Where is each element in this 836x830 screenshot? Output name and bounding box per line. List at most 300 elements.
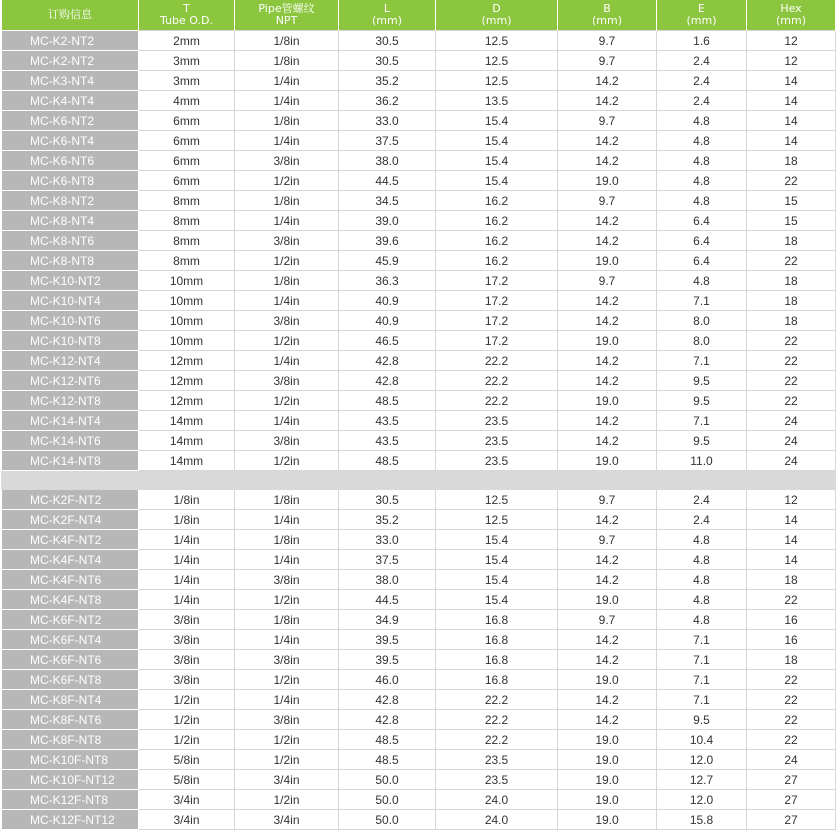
pipe-thread-cell: 1/8in: [235, 610, 339, 630]
tube-od-cell: 5/8in: [139, 750, 235, 770]
model-cell: MC-K2F-NT2: [2, 490, 139, 510]
b-cell: 19.0: [558, 770, 657, 790]
table-row: [2, 191, 836, 211]
hex-cell: 22: [747, 251, 836, 271]
table-row: [2, 291, 836, 311]
b-cell: 14.2: [558, 91, 657, 111]
d-cell: 24.0: [436, 790, 558, 810]
hex-cell: 16: [747, 630, 836, 650]
b-cell: 14.2: [558, 510, 657, 530]
l-cell: 50.0: [339, 790, 436, 810]
tube-od-cell: 14mm: [139, 451, 235, 471]
d-cell: 12.5: [436, 510, 558, 530]
d-cell: 12.5: [436, 31, 558, 51]
table-row: [2, 510, 836, 530]
header-hex: Hex (mm): [747, 0, 836, 31]
l-cell: 43.5: [339, 411, 436, 431]
tube-od-cell: 6mm: [139, 131, 235, 151]
model-cell: MC-K8-NT8: [2, 251, 139, 271]
tube-od-cell: 1/2in: [139, 730, 235, 750]
table-row: [2, 71, 836, 91]
table-row: [2, 650, 836, 670]
tube-od-cell: 3/4in: [139, 810, 235, 830]
header-tube-od: T Tube O.D.: [139, 0, 235, 31]
e-cell: 4.8: [657, 590, 747, 610]
model-cell: MC-K12F-NT12: [2, 810, 139, 830]
l-cell: 37.5: [339, 131, 436, 151]
model-cell: MC-K10-NT2: [2, 271, 139, 291]
model-cell: MC-K4-NT4: [2, 91, 139, 111]
table-row: [2, 171, 836, 191]
e-cell: 7.1: [657, 411, 747, 431]
e-cell: 4.8: [657, 151, 747, 171]
e-cell: 6.4: [657, 231, 747, 251]
model-cell: MC-K12-NT6: [2, 371, 139, 391]
tube-od-cell: 14mm: [139, 431, 235, 451]
l-cell: 30.5: [339, 31, 436, 51]
e-cell: 9.5: [657, 710, 747, 730]
pipe-thread-cell: 3/8in: [235, 570, 339, 590]
e-cell: 15.8: [657, 810, 747, 830]
table-row: [2, 331, 836, 351]
pipe-thread-cell: 1/2in: [235, 251, 339, 271]
table-row: [2, 371, 836, 391]
tube-od-cell: 8mm: [139, 191, 235, 211]
tube-od-cell: 10mm: [139, 311, 235, 331]
pipe-thread-cell: 1/4in: [235, 91, 339, 111]
d-cell: 17.2: [436, 331, 558, 351]
model-cell: MC-K8-NT2: [2, 191, 139, 211]
hex-cell: 27: [747, 810, 836, 830]
b-cell: 14.2: [558, 351, 657, 371]
tube-od-cell: 6mm: [139, 111, 235, 131]
table-row: [2, 690, 836, 710]
model-cell: MC-K6-NT4: [2, 131, 139, 151]
d-cell: 16.2: [436, 191, 558, 211]
pipe-thread-cell: 1/4in: [235, 211, 339, 231]
pipe-thread-cell: 1/8in: [235, 111, 339, 131]
hex-cell: 18: [747, 151, 836, 171]
hex-cell: 18: [747, 231, 836, 251]
header-row: [2, 0, 836, 31]
l-cell: 39.6: [339, 231, 436, 251]
table-row: [2, 271, 836, 291]
pipe-thread-cell: 1/2in: [235, 331, 339, 351]
pipe-thread-cell: 1/2in: [235, 590, 339, 610]
model-cell: MC-K14-NT4: [2, 411, 139, 431]
tube-od-cell: 3/8in: [139, 610, 235, 630]
e-cell: 2.4: [657, 51, 747, 71]
e-cell: 4.8: [657, 111, 747, 131]
b-cell: 14.2: [558, 650, 657, 670]
e-cell: 7.1: [657, 690, 747, 710]
b-cell: 9.7: [558, 51, 657, 71]
model-cell: MC-K8-NT4: [2, 211, 139, 231]
b-cell: 14.2: [558, 131, 657, 151]
hex-cell: 18: [747, 570, 836, 590]
tube-od-cell: 3/8in: [139, 670, 235, 690]
e-cell: 4.8: [657, 131, 747, 151]
tube-od-cell: 3mm: [139, 71, 235, 91]
pipe-thread-cell: 1/2in: [235, 790, 339, 810]
e-cell: 4.8: [657, 550, 747, 570]
b-cell: 14.2: [558, 690, 657, 710]
l-cell: 38.0: [339, 151, 436, 171]
d-cell: 23.5: [436, 750, 558, 770]
tube-od-cell: 4mm: [139, 91, 235, 111]
model-cell: MC-K2-NT2: [2, 51, 139, 71]
table-row: [2, 590, 836, 610]
tube-od-cell: 3/4in: [139, 790, 235, 810]
model-cell: MC-K8F-NT6: [2, 710, 139, 730]
b-cell: 14.2: [558, 71, 657, 91]
l-cell: 48.5: [339, 750, 436, 770]
b-cell: 19.0: [558, 670, 657, 690]
e-cell: 10.4: [657, 730, 747, 750]
l-cell: 39.5: [339, 650, 436, 670]
model-cell: MC-K12F-NT8: [2, 790, 139, 810]
model-cell: MC-K8F-NT4: [2, 690, 139, 710]
e-cell: 4.8: [657, 171, 747, 191]
pipe-thread-cell: 1/4in: [235, 550, 339, 570]
e-cell: 2.4: [657, 490, 747, 510]
b-cell: 19.0: [558, 391, 657, 411]
hex-cell: 15: [747, 191, 836, 211]
tube-od-cell: 12mm: [139, 351, 235, 371]
b-cell: 19.0: [558, 251, 657, 271]
model-cell: MC-K2F-NT4: [2, 510, 139, 530]
d-cell: 15.4: [436, 570, 558, 590]
hex-cell: 16: [747, 610, 836, 630]
tube-od-cell: 5/8in: [139, 770, 235, 790]
model-cell: MC-K10-NT8: [2, 331, 139, 351]
b-cell: 9.7: [558, 271, 657, 291]
d-cell: 16.8: [436, 630, 558, 650]
table-row: [2, 51, 836, 71]
pipe-thread-cell: 1/4in: [235, 351, 339, 371]
d-cell: 15.4: [436, 590, 558, 610]
e-cell: 2.4: [657, 91, 747, 111]
hex-cell: 27: [747, 790, 836, 810]
header-l: L (mm): [339, 0, 436, 31]
d-cell: 24.0: [436, 810, 558, 830]
e-cell: 7.1: [657, 630, 747, 650]
d-cell: 22.2: [436, 371, 558, 391]
pipe-thread-cell: 1/4in: [235, 71, 339, 91]
l-cell: 39.5: [339, 630, 436, 650]
pipe-thread-cell: 1/4in: [235, 690, 339, 710]
b-cell: 14.2: [558, 211, 657, 231]
table-row: [2, 730, 836, 750]
d-cell: 12.5: [436, 71, 558, 91]
l-cell: 35.2: [339, 71, 436, 91]
d-cell: 12.5: [436, 490, 558, 510]
l-cell: 45.9: [339, 251, 436, 271]
hex-cell: 14: [747, 91, 836, 111]
e-cell: 7.1: [657, 351, 747, 371]
pipe-thread-cell: 1/2in: [235, 750, 339, 770]
pipe-thread-cell: 1/4in: [235, 291, 339, 311]
l-cell: 37.5: [339, 550, 436, 570]
model-cell: MC-K4F-NT6: [2, 570, 139, 590]
l-cell: 33.0: [339, 111, 436, 131]
l-cell: 30.5: [339, 51, 436, 71]
pipe-thread-cell: 1/4in: [235, 131, 339, 151]
pipe-thread-cell: 1/4in: [235, 411, 339, 431]
l-cell: 34.5: [339, 191, 436, 211]
tube-od-cell: 8mm: [139, 211, 235, 231]
hex-cell: 24: [747, 451, 836, 471]
d-cell: 22.2: [436, 730, 558, 750]
d-cell: 16.8: [436, 670, 558, 690]
model-cell: MC-K4F-NT2: [2, 530, 139, 550]
specification-table: [1, 0, 836, 830]
pipe-thread-cell: 3/8in: [235, 650, 339, 670]
e-cell: 9.5: [657, 371, 747, 391]
hex-cell: 14: [747, 510, 836, 530]
pipe-thread-cell: 1/2in: [235, 451, 339, 471]
tube-od-cell: 10mm: [139, 271, 235, 291]
pipe-thread-cell: 1/2in: [235, 670, 339, 690]
l-cell: 42.8: [339, 371, 436, 391]
pipe-thread-cell: 1/4in: [235, 630, 339, 650]
b-cell: 14.2: [558, 311, 657, 331]
pipe-thread-cell: 3/8in: [235, 371, 339, 391]
pipe-thread-cell: 1/8in: [235, 490, 339, 510]
l-cell: 50.0: [339, 770, 436, 790]
tube-od-cell: 12mm: [139, 391, 235, 411]
table-row: [2, 351, 836, 371]
hex-cell: 22: [747, 371, 836, 391]
hex-cell: 18: [747, 311, 836, 331]
header-order-info: 订购信息: [2, 0, 139, 31]
model-cell: MC-K4F-NT4: [2, 550, 139, 570]
table-body: [2, 31, 836, 830]
table-row: [2, 391, 836, 411]
pipe-thread-cell: 1/8in: [235, 191, 339, 211]
tube-od-cell: 1/8in: [139, 510, 235, 530]
separator-cell: [2, 471, 836, 490]
e-cell: 8.0: [657, 311, 747, 331]
model-cell: MC-K10-NT6: [2, 311, 139, 331]
l-cell: 30.5: [339, 490, 436, 510]
l-cell: 46.0: [339, 670, 436, 690]
e-cell: 4.8: [657, 530, 747, 550]
table-row: [2, 31, 836, 51]
tube-od-cell: 6mm: [139, 171, 235, 191]
table-row: [2, 610, 836, 630]
b-cell: 14.2: [558, 710, 657, 730]
l-cell: 34.9: [339, 610, 436, 630]
e-cell: 7.1: [657, 670, 747, 690]
l-cell: 42.8: [339, 351, 436, 371]
l-cell: 44.5: [339, 590, 436, 610]
tube-od-cell: 3mm: [139, 51, 235, 71]
d-cell: 23.5: [436, 431, 558, 451]
hex-cell: 22: [747, 710, 836, 730]
pipe-thread-cell: 1/2in: [235, 171, 339, 191]
b-cell: 9.7: [558, 191, 657, 211]
tube-od-cell: 8mm: [139, 251, 235, 271]
b-cell: 14.2: [558, 550, 657, 570]
hex-cell: 18: [747, 271, 836, 291]
model-cell: MC-K6F-NT4: [2, 630, 139, 650]
b-cell: 19.0: [558, 810, 657, 830]
table-row: [2, 670, 836, 690]
hex-cell: 22: [747, 351, 836, 371]
pipe-thread-cell: 3/8in: [235, 431, 339, 451]
tube-od-cell: 10mm: [139, 331, 235, 351]
d-cell: 16.2: [436, 231, 558, 251]
e-cell: 4.8: [657, 271, 747, 291]
d-cell: 23.5: [436, 451, 558, 471]
model-cell: MC-K4F-NT8: [2, 590, 139, 610]
model-cell: MC-K14-NT6: [2, 431, 139, 451]
e-cell: 12.0: [657, 750, 747, 770]
b-cell: 14.2: [558, 231, 657, 251]
b-cell: 9.7: [558, 610, 657, 630]
d-cell: 17.2: [436, 291, 558, 311]
header-d: D (mm): [436, 0, 558, 31]
tube-od-cell: 1/4in: [139, 530, 235, 550]
l-cell: 36.2: [339, 91, 436, 111]
d-cell: 15.4: [436, 530, 558, 550]
model-cell: MC-K6F-NT2: [2, 610, 139, 630]
d-cell: 17.2: [436, 311, 558, 331]
b-cell: 9.7: [558, 111, 657, 131]
model-cell: MC-K6F-NT6: [2, 650, 139, 670]
d-cell: 22.2: [436, 690, 558, 710]
e-cell: 4.8: [657, 191, 747, 211]
d-cell: 15.4: [436, 171, 558, 191]
pipe-thread-cell: 1/8in: [235, 271, 339, 291]
l-cell: 46.5: [339, 331, 436, 351]
model-cell: MC-K6-NT8: [2, 171, 139, 191]
e-cell: 4.8: [657, 610, 747, 630]
b-cell: 19.0: [558, 171, 657, 191]
b-cell: 9.7: [558, 490, 657, 510]
hex-cell: 12: [747, 51, 836, 71]
table-row: [2, 550, 836, 570]
l-cell: 43.5: [339, 431, 436, 451]
l-cell: 44.5: [339, 171, 436, 191]
l-cell: 48.5: [339, 730, 436, 750]
table-row: [2, 131, 836, 151]
hex-cell: 24: [747, 411, 836, 431]
l-cell: 36.3: [339, 271, 436, 291]
b-cell: 9.7: [558, 530, 657, 550]
b-cell: 19.0: [558, 331, 657, 351]
d-cell: 16.2: [436, 251, 558, 271]
d-cell: 23.5: [436, 411, 558, 431]
d-cell: 23.5: [436, 770, 558, 790]
hex-cell: 18: [747, 291, 836, 311]
tube-od-cell: 1/4in: [139, 550, 235, 570]
model-cell: MC-K6-NT6: [2, 151, 139, 171]
pipe-thread-cell: 1/8in: [235, 51, 339, 71]
l-cell: 39.0: [339, 211, 436, 231]
pipe-thread-cell: 3/4in: [235, 810, 339, 830]
e-cell: 6.4: [657, 251, 747, 271]
tube-od-cell: 6mm: [139, 151, 235, 171]
tube-od-cell: 3/8in: [139, 650, 235, 670]
d-cell: 15.4: [436, 111, 558, 131]
l-cell: 38.0: [339, 570, 436, 590]
b-cell: 14.2: [558, 570, 657, 590]
hex-cell: 22: [747, 730, 836, 750]
hex-cell: 22: [747, 690, 836, 710]
d-cell: 15.4: [436, 151, 558, 171]
pipe-thread-cell: 3/8in: [235, 151, 339, 171]
table-row: [2, 431, 836, 451]
tube-od-cell: 14mm: [139, 411, 235, 431]
e-cell: 9.5: [657, 431, 747, 451]
hex-cell: 14: [747, 131, 836, 151]
model-cell: MC-K6F-NT8: [2, 670, 139, 690]
model-cell: MC-K14-NT8: [2, 451, 139, 471]
b-cell: 19.0: [558, 790, 657, 810]
model-cell: MC-K12-NT8: [2, 391, 139, 411]
b-cell: 14.2: [558, 151, 657, 171]
l-cell: 48.5: [339, 451, 436, 471]
d-cell: 22.2: [436, 351, 558, 371]
tube-od-cell: 1/4in: [139, 590, 235, 610]
e-cell: 7.1: [657, 291, 747, 311]
tube-od-cell: 12mm: [139, 371, 235, 391]
e-cell: 1.6: [657, 31, 747, 51]
table-row: [2, 570, 836, 590]
table-row: [2, 530, 836, 550]
pipe-thread-cell: 3/4in: [235, 770, 339, 790]
b-cell: 14.2: [558, 291, 657, 311]
table-row: [2, 630, 836, 650]
table-row: [2, 251, 836, 271]
hex-cell: 22: [747, 171, 836, 191]
model-cell: MC-K10F-NT8: [2, 750, 139, 770]
table-row: [2, 710, 836, 730]
l-cell: 48.5: [339, 391, 436, 411]
hex-cell: 15: [747, 211, 836, 231]
pipe-thread-cell: 3/8in: [235, 710, 339, 730]
model-cell: MC-K8F-NT8: [2, 730, 139, 750]
l-cell: 50.0: [339, 810, 436, 830]
group-separator-row: [2, 471, 836, 490]
e-cell: 12.7: [657, 770, 747, 790]
hex-cell: 22: [747, 670, 836, 690]
pipe-thread-cell: 1/8in: [235, 31, 339, 51]
model-cell: MC-K2-NT2: [2, 31, 139, 51]
pipe-thread-cell: 3/8in: [235, 311, 339, 331]
e-cell: 9.5: [657, 391, 747, 411]
b-cell: 19.0: [558, 730, 657, 750]
l-cell: 40.9: [339, 291, 436, 311]
table-row: [2, 111, 836, 131]
b-cell: 19.0: [558, 451, 657, 471]
b-cell: 14.2: [558, 431, 657, 451]
b-cell: 19.0: [558, 750, 657, 770]
b-cell: 9.7: [558, 31, 657, 51]
tube-od-cell: 1/8in: [139, 490, 235, 510]
e-cell: 2.4: [657, 71, 747, 91]
table-row: [2, 770, 836, 790]
e-cell: 8.0: [657, 331, 747, 351]
e-cell: 7.1: [657, 650, 747, 670]
pipe-thread-cell: 1/4in: [235, 510, 339, 530]
l-cell: 42.8: [339, 710, 436, 730]
hex-cell: 12: [747, 490, 836, 510]
tube-od-cell: 1/2in: [139, 690, 235, 710]
d-cell: 12.5: [436, 51, 558, 71]
